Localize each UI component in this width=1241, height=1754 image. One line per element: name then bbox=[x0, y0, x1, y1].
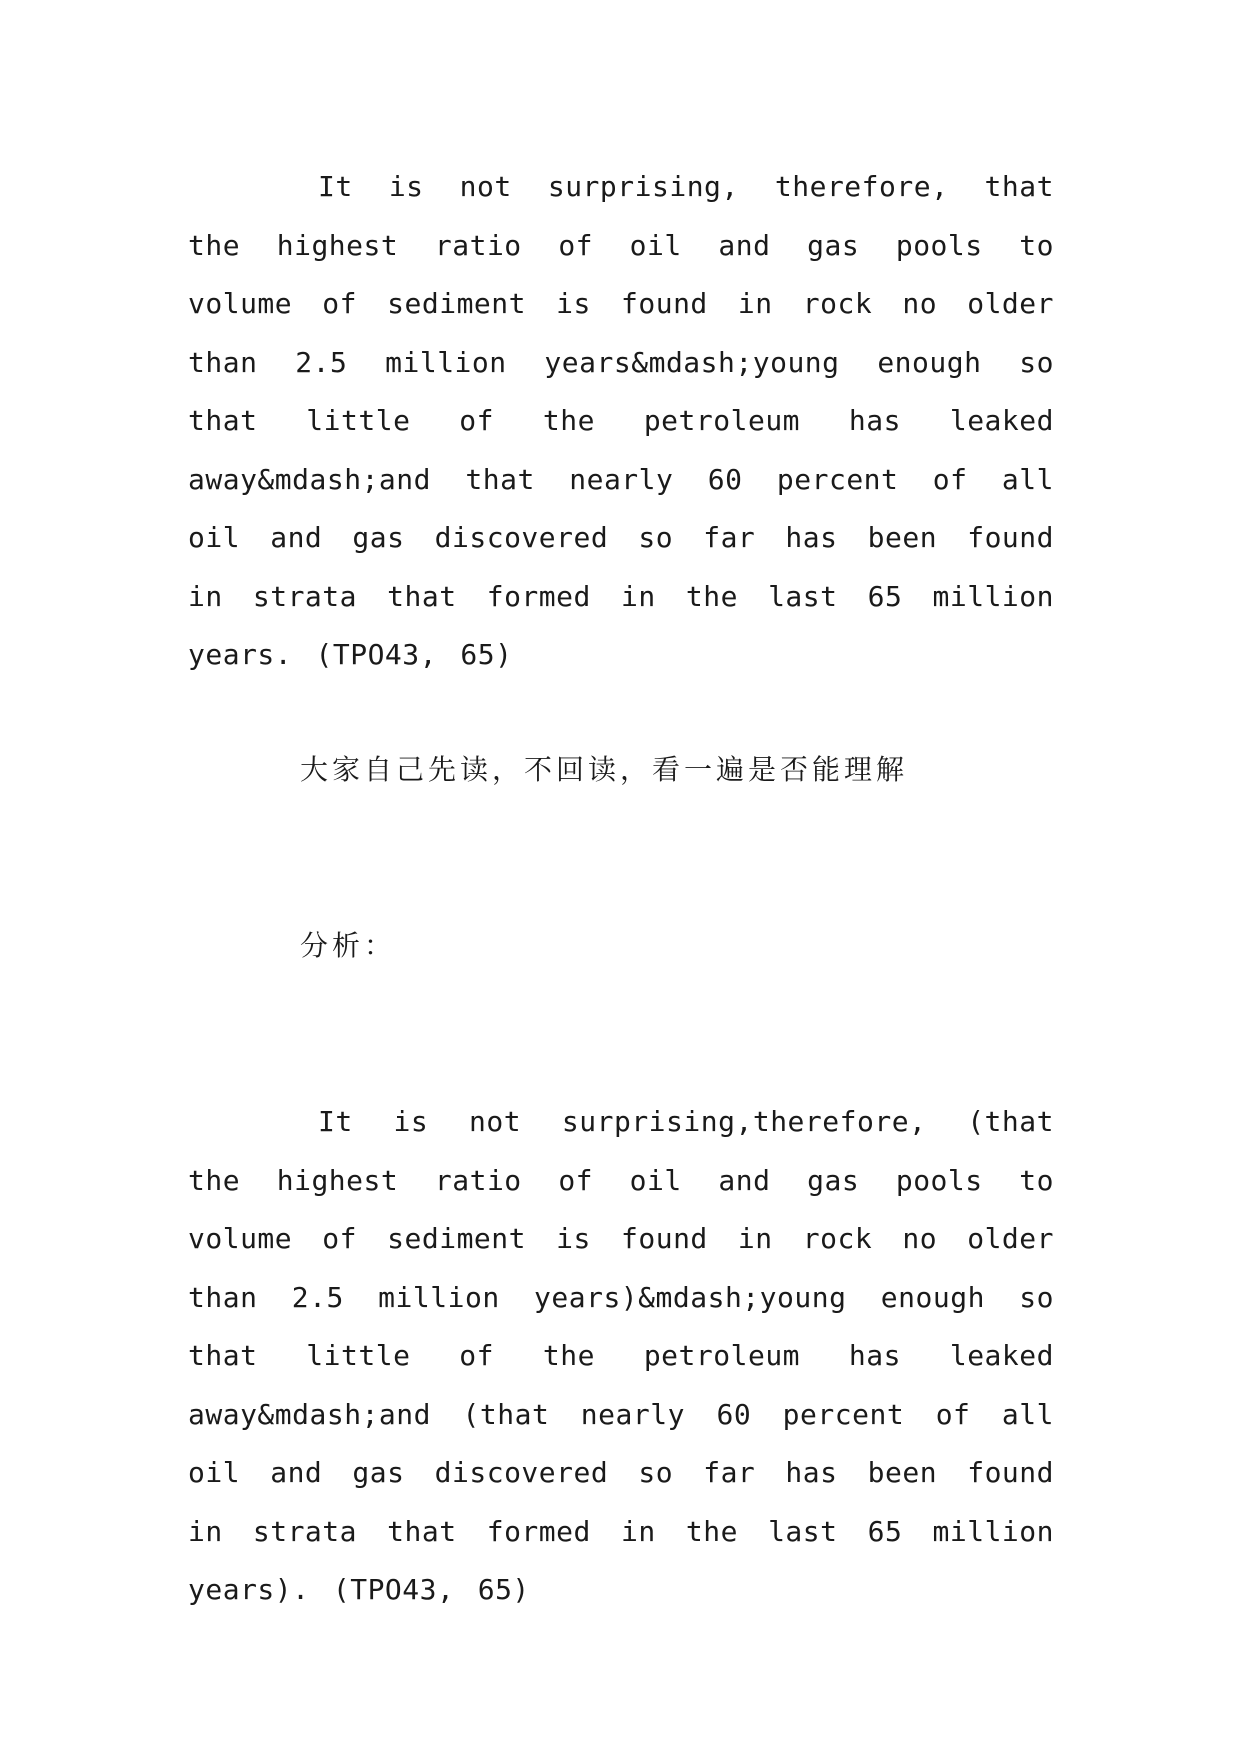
reading-instruction: 大家自己先读，不回读，看一遍是否能理解 bbox=[300, 753, 909, 786]
passage-paragraph: It is not surprising, therefore, that the highest ratio of oil and gas pools to volume of sediment is found in rock no older than 2.5 million years&mdash;young enough so that little of the petroleum has leaked away&mdash;and that nearly 60 percent of all oil and gas discovered so far has been found in strata that formed in the last 65 million years. (TPO43, 65) bbox=[188, 170, 1054, 671]
analysis-label: 分析： bbox=[300, 929, 397, 962]
analyzed-paragraph: It is not surprising,therefore, (that the highest ratio of oil and gas pools to volume of sediment is found in rock no older than 2.5 million years)&mdash;young enough so that little of the petroleum has leaked away&mdash;and (that nearly 60 percent of all oil and gas discovered so far has been found in strata that formed in the last 65 million years). (TPO43, 65) bbox=[188, 1105, 1054, 1606]
